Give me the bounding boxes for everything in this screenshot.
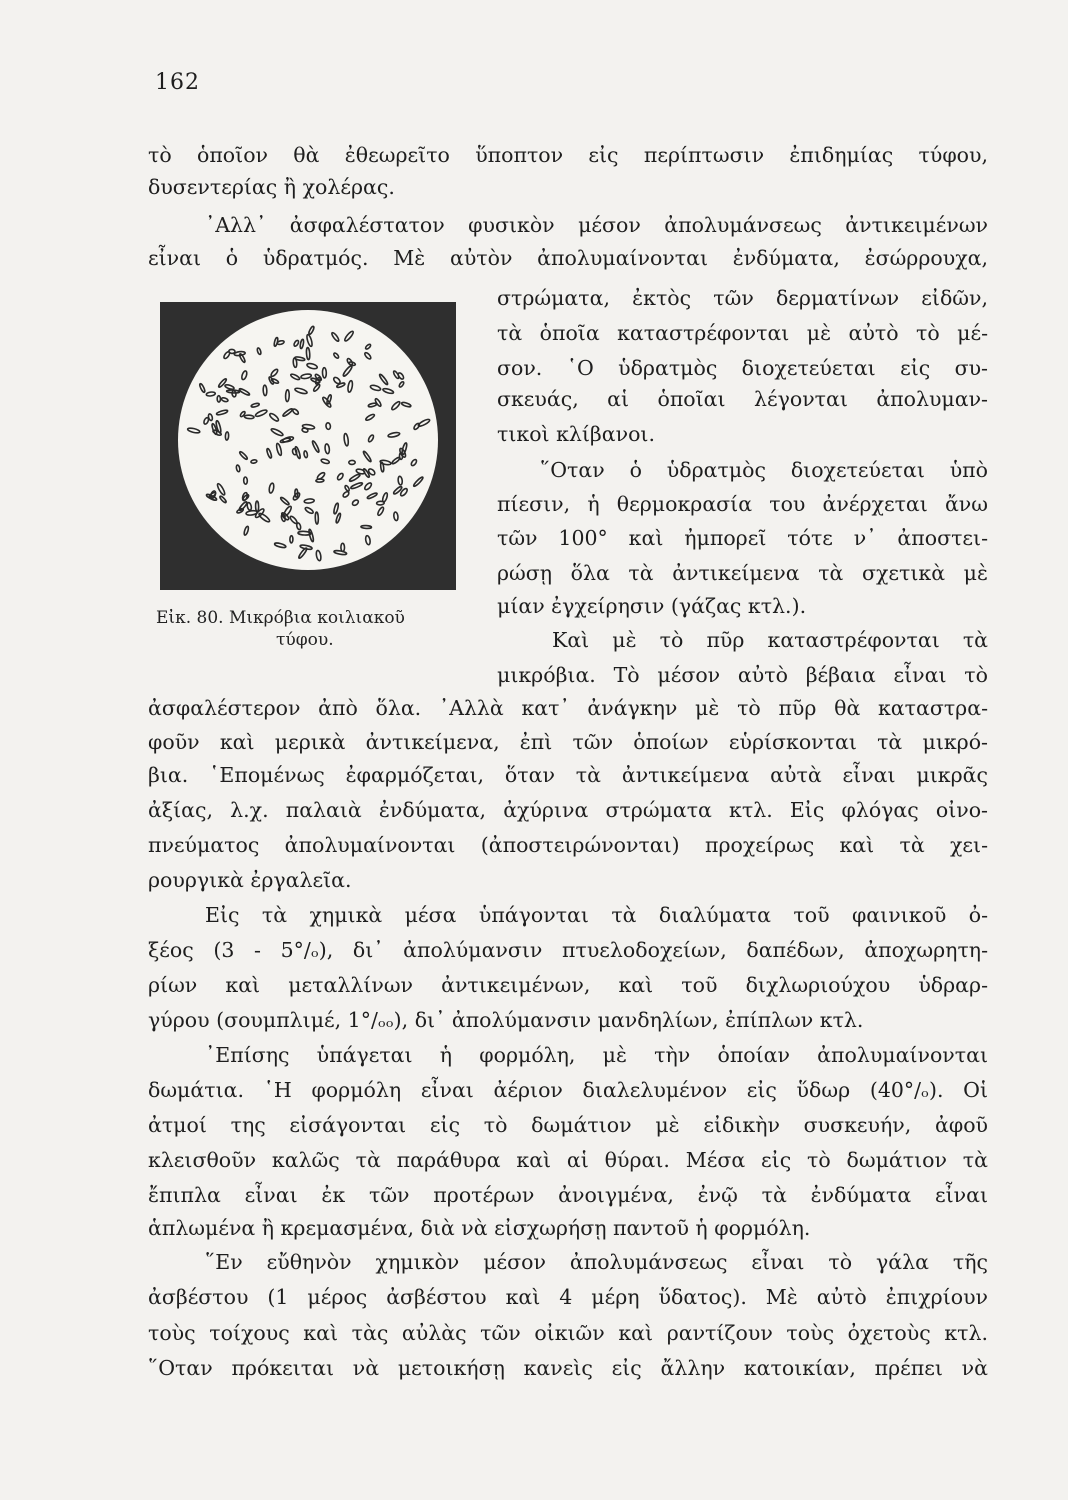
caption-line: Εἰκ. 80. Μικρόβια κοιλιακοῦ	[156, 608, 405, 628]
text-line: φοῦν καὶ μερικὰ ἀντικείμενα, ἐπὶ τῶν ὁποίων εὑρίσκονται τὰ μικρό-	[148, 730, 988, 754]
text-line: ῞Οταν πρόκειται νὰ μετοικήσῃ κανεὶς εἰς ἄλλην κατοικίαν, πρέπει νὰ	[148, 1356, 988, 1380]
figure-caption	[156, 607, 491, 651]
text-line: ρουργικὰ ἐργαλεῖα.	[148, 868, 352, 892]
text-line: Καὶ μὲ τὸ πῦρ καταστρέφονται τὰ	[552, 628, 988, 652]
bacteria-image	[160, 302, 456, 590]
text-line: δυσεντερίας ἢ χολέρας.	[148, 175, 395, 199]
text-line: μικρόβια. Τὸ μέσον αὐτὸ βέβαια εἶναι τὸ	[497, 663, 988, 687]
text-line: σκευάς, αἱ ὁποῖαι λέγονται ἀπολυμαν-	[497, 387, 988, 411]
text-line: ἔπιπλα εἶναι ἐκ τῶν προτέρων ἀνοιγμένα, ἐνῷ τὰ ἐνδύματα εἶναι	[148, 1183, 988, 1207]
text-line: Εἰς τὰ χημικὰ μέσα ὑπάγονται τὰ διαλύματα τοῦ φαινικοῦ ὀ-	[205, 903, 988, 927]
text-line: μίαν ἐγχείρησιν (γάζας κτλ.).	[497, 594, 807, 618]
text-line: ῞Εν εὔθηνὸν χημικὸν μέσον ἀπολυμάνσεως εἶναι τὸ γάλα τῆς	[205, 1250, 988, 1274]
text-line: ἀξίας, λ.χ. παλαιὰ ἐνδύματα, ἀχύρινα στρώματα κτλ. Εἰς φλόγας οἰνο-	[148, 798, 988, 822]
text-line: ᾿Αλλ᾿ ἀσφαλέστατον φυσικὸν μέσον ἀπολυμάνσεως ἀντικειμένων	[205, 213, 988, 237]
text-line: εἶναι ὁ ὑδρατμός. Μὲ αὐτὸν ἀπολυμαίνονται ἐνδύματα, ἐσώρρουχα,	[148, 246, 988, 270]
text-line: δωμάτια. ῾Η φορμόλη εἶναι ἀέριον διαλελυμένον εἰς ὕδωρ (40°/ₒ). Οἱ	[148, 1078, 988, 1102]
text-line: τὸ ὁποῖον θὰ ἐθεωρεῖτο ὕποπτον εἰς περίπτωσιν ἐπιδημίας τύφου,	[148, 143, 988, 167]
text-line: βια. ῾Επομένως ἐφαρμόζεται, ὅταν τὰ ἀντικείμενα αὐτὰ εἶναι μικρᾶς	[148, 763, 988, 787]
text-line: στρώματα, ἐκτὸς τῶν δερματίνων εἰδῶν,	[497, 286, 988, 310]
text-line: γύρου (σουμπλιμέ, 1°/ₒₒ), δι᾿ ἀπολύμανσιν μανδηλίων, ἐπίπλων κτλ.	[148, 1008, 864, 1032]
text-line: ἀτμοί της εἰσάγονται εἰς τὸ δωμάτιον μὲ εἰδικὴν συσκευήν, ἀφοῦ	[148, 1113, 988, 1137]
page-number: 162	[155, 70, 200, 95]
caption-line: τύφου.	[276, 630, 334, 650]
text-line: ἀσβέστου (1 μέρος ἀσβέστου καὶ 4 μέρη ὕδατος). Μὲ αὐτὸ ἐπιχρίουν	[148, 1285, 988, 1309]
text-line: ξέος (3 - 5°/ₒ), δι᾿ ἀπολύμανσιν πτυελοδοχείων, δαπέδων, ἀποχωρητη-	[148, 938, 988, 962]
text-line: κλεισθοῦν καλῶς τὰ παράθυρα καὶ αἱ θύραι. Μέσα εἰς τὸ δωμάτιον τὰ	[148, 1148, 988, 1172]
text-line: ρώσῃ ὅλα τὰ ἀντικείμενα τὰ σχετικὰ μὲ	[497, 561, 988, 585]
text-line: σον. ῾Ο ὑδρατμὸς διοχετεύεται εἰς συ-	[497, 356, 988, 380]
text-line: ἀσφαλέστερον ἀπὸ ὅλα. ᾿Αλλὰ κατ᾿ ἀνάγκην μὲ τὸ πῦρ θὰ καταστρα-	[148, 696, 988, 720]
text-line: τικοὶ κλίβανοι.	[497, 422, 655, 446]
microscope-figure	[160, 302, 456, 590]
text-line: τοὺς τοίχους καὶ τὰς αὐλὰς τῶν οἰκιῶν καὶ ραντίζουν τοὺς ὀχετοὺς κτλ.	[148, 1321, 988, 1345]
text-line: ᾿Επίσης ὑπάγεται ἡ φορμόλη, μὲ τὴν ὁποίαν ἀπολυμαίνονται	[205, 1043, 988, 1067]
text-line: ρίων καὶ μεταλλίνων ἀντικειμένων, καὶ τοῦ διχλωριούχου ὑδραρ-	[148, 973, 988, 997]
text-line: τὰ ὁποῖα καταστρέφονται μὲ αὐτὸ τὸ μέ-	[497, 321, 988, 345]
text-line: ῞Οταν ὁ ὑδρατμὸς διοχετεύεται ὑπὸ	[540, 458, 988, 482]
text-line: τῶν 100° καὶ ἠμπορεῖ τότε ν᾿ ἀποστει-	[497, 526, 988, 550]
text-line: πίεσιν, ἡ θερμοκρασία του ἀνέρχεται ἄνω	[497, 492, 988, 516]
text-line: ἁπλωμένα ἢ κρεμασμένα, διὰ νὰ εἰσχωρήσῃ παντοῦ ἡ φορμόλη.	[148, 1216, 811, 1240]
text-line: πνεύματος ἀπολυμαίνονται (ἀποστειρώνονται) προχείρως καὶ τὰ χει-	[148, 833, 988, 857]
